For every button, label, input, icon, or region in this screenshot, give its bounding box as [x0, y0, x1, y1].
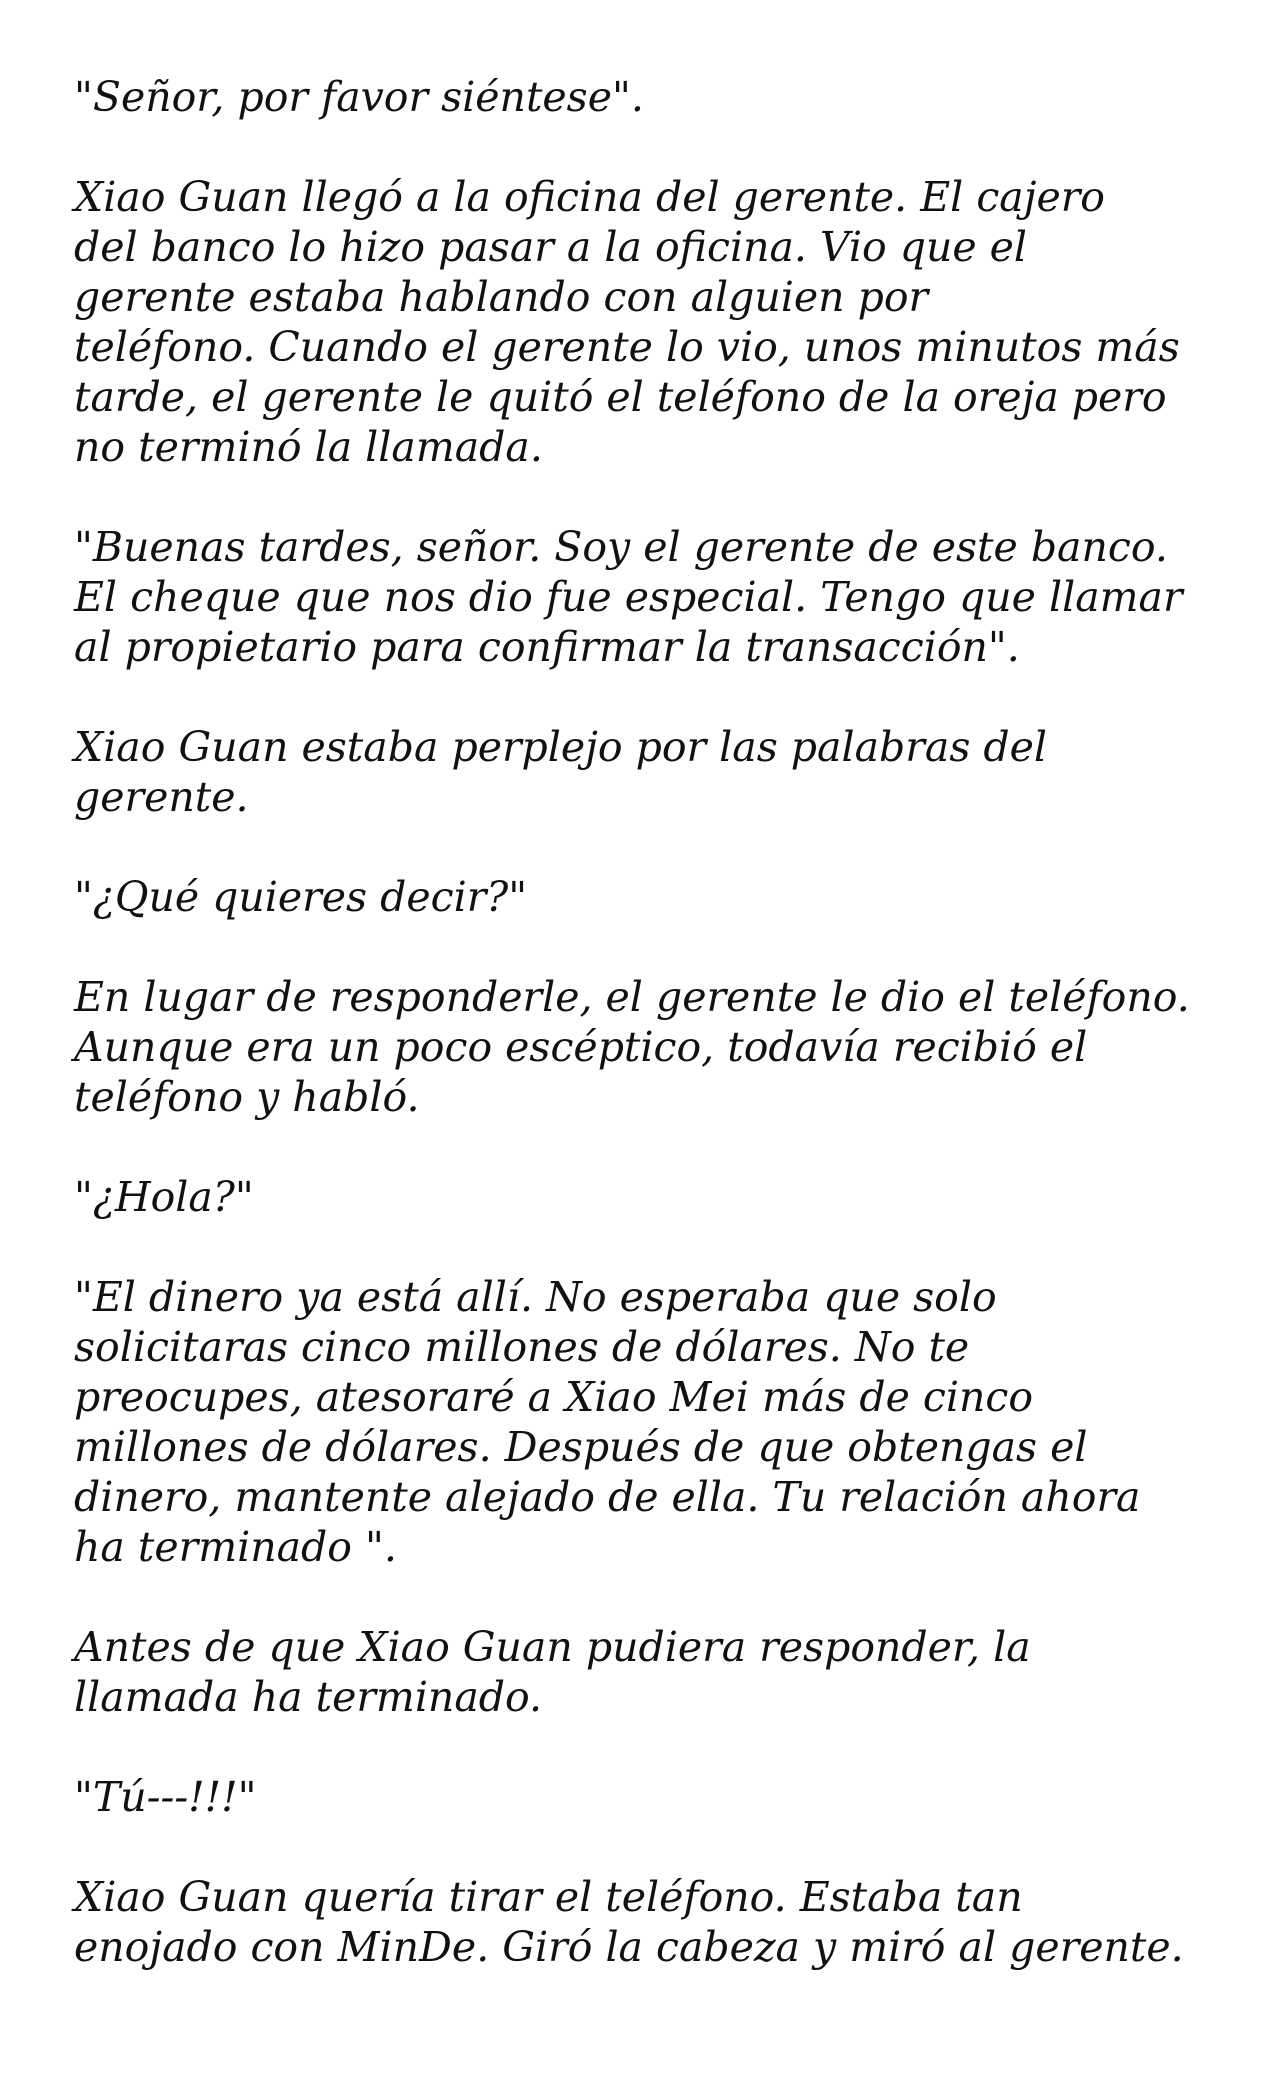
paragraph-9: Antes de que Xiao Guan pudiera responder, la llamada ha terminado.: [74, 1623, 1031, 1721]
paragraph-7: "¿Hola?": [74, 1173, 254, 1221]
paragraph-11: Xiao Guan quería tirar el teléfono. Estaba tan enojado con MinDe. Giró la cabeza y miró al gerente.: [74, 1873, 1184, 1971]
paragraph-4: Xiao Guan estaba perplejo por las palabras del gerente.: [74, 723, 1048, 821]
paragraph-6: En lugar de responderle, el gerente le dio el teléfono. Aunque era un poco escéptico, todavía recibió el teléfono y habló.: [74, 973, 1190, 1121]
paragraph-8: "El dinero ya está allí. No esperaba que solo solicitaras cinco millones de dólares. No te preocupes, atesoraré a Xiao Mei más de cinco millones de dólares. Después de que obtengas el dinero, mantente alejado de ella. Tu relación ahora ha terminado ".: [74, 1273, 1141, 1571]
paragraph-10: "Tú---!!!": [74, 1773, 257, 1821]
paragraph-5: "¿Qué quieres decir?": [74, 873, 528, 921]
paragraph-1: "Señor, por favor siéntese".: [74, 73, 644, 121]
paragraph-2: Xiao Guan llegó a la oficina del gerente. El cajero del banco lo hizo pasar a la oficina. Vio que el gerente estaba hablando con alguien por teléfono. Cuando el gerente lo vio, unos minutos más tarde, el gerente le quitó el teléfono de la oreja pero no terminó la llamada.: [74, 173, 1180, 471]
paragraph-3: "Buenas tardes, señor. Soy el gerente de este banco. El cheque que nos dio fue especial. Tengo que llamar al propietario para confirmar la transacción".: [74, 523, 1183, 671]
